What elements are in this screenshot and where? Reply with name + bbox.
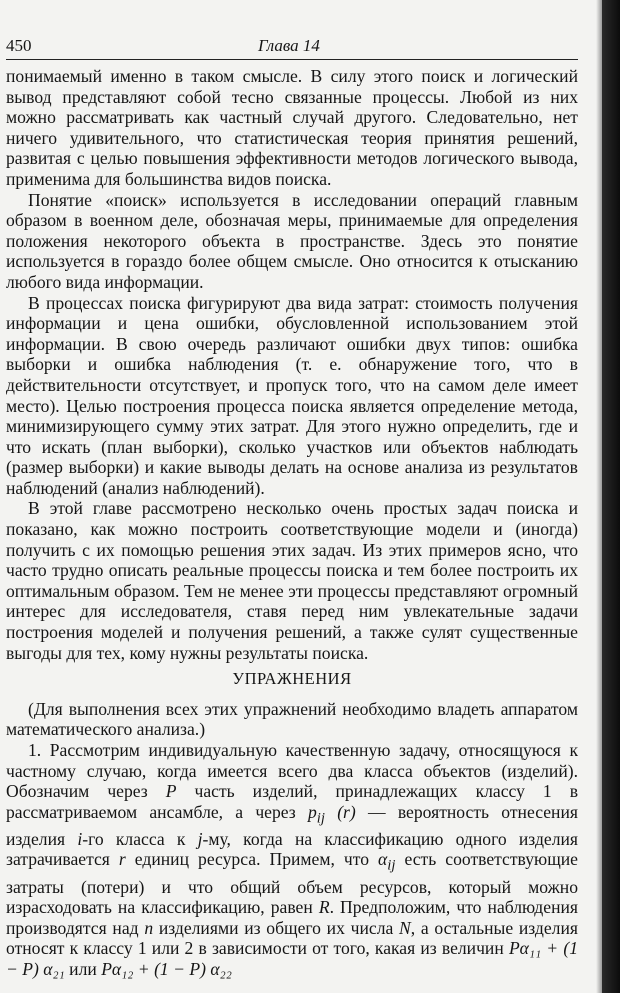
math-expression: Pα₁₂ + (1 − P) α₂₂: [101, 958, 232, 979]
math-expression: Pα₁₁ + (1 − P) α₂₁: [6, 938, 578, 979]
text-run: единиц ресурса. Примем, что: [134, 849, 370, 870]
text-run: . Предположим, что наблюдения производятся над: [6, 897, 578, 938]
math-variable: (r): [337, 801, 356, 822]
math-variable: R: [318, 897, 330, 918]
math-variable: N: [399, 917, 411, 938]
text-run: изделиями из общего их числа: [158, 917, 394, 938]
paragraph: понимаемый именно в таком смысле. В силу этого поиск и логический вывод представляют собой тесно связанные процессы. Любой из них можно рассматривать как частный случай другого. Следовательно, нет ничего удивительного, что статистическая теория принятия решений, развитая с целью повышения эффективности методов логического вывода, применима для большинства видов поиска.: [6, 66, 578, 189]
header-rule: [6, 59, 578, 60]
exercise-1: [6, 740, 578, 980]
math-variable: n: [144, 917, 154, 938]
text-run: часть изделий, принадлежащих классу 1 в рассматриваемом ансамбле, а через: [6, 781, 578, 822]
running-head: Глава 14: [258, 36, 320, 55]
math-variable: r: [118, 849, 126, 870]
math-base: p: [308, 801, 317, 822]
section-title: УПРАЖНЕНИЯ: [232, 669, 352, 689]
text-run: , а остальные изделия относят к классу 1 или 2 в зависимости от того, какая из величин: [6, 917, 578, 959]
page-number: 450: [6, 36, 32, 55]
text-run: или: [69, 958, 97, 979]
math-variable: j: [197, 828, 203, 849]
paragraph: В процессах поиска фигурируют два вида затрат: стоимость получения информации и цена ошибки, обусловленной использованием этой информации. В свою очередь различают ошибки двух типов: ошибка выборки и ошибка наблюдения (т. е. обнаружение того, что в действительности отсутствует, и пропуск того, что на самом деле имеет место). Целью построения процесса поиска является определение метода, минимизирующего сумму этих затрат. Для этого нужно определить, где и что искать (план выборки), сколько участков или объектов наблюдать (размер выборки) и какие выводы делать на основе анализа из результатов наблюдений (анализ наблюдений).: [6, 292, 578, 498]
math-variable: [308, 801, 325, 827]
text-run: -му, когда на классификацию одного изделия затрачивается: [6, 828, 578, 870]
book-binding-edge: [602, 0, 620, 993]
paragraph: В этой главе рассмотрено несколько очень простых задач поиска и показано, как можно построить соответствующие модели и (иногда) получить с их помощью решения этих задач. Из этих примеров ясно, что часто трудно описать реальные процессы поиска и тем более построить их оптимальным образом. Тем не менее эти процессы представляют огромный интерес для исследователя, ставя перед ним увлекательные задачи построения моделей и получения решений, а также сулят существенные выгоды для тех, кому нужны результаты поиска.: [6, 498, 578, 663]
math-subscript: ij: [387, 858, 396, 874]
exercise-note: (Для выполнения всех этих упражнений необходимо владеть аппаратом математического анализа.): [6, 698, 578, 740]
math-variable: i: [77, 828, 83, 849]
math-subscript: ij: [316, 810, 325, 827]
text-run: — вероятность отнесения изделия: [6, 801, 578, 849]
text-run: есть соответствующие затраты (потери) и что общий объем ресурсов, который можно израсходовать на классификацию, равен: [6, 849, 578, 918]
text-run: -го класса к: [82, 828, 186, 849]
paragraph: Понятие «поиск» используется в исследовании операций главным образом в военном деле, обозначая меры, принимаемые для определения положения некоторого объекта в пространстве. Здесь это понятие используется в гораздо более общем смысле. Оно относится к отысканию любого вида информации.: [6, 189, 578, 292]
body-text: [6, 66, 578, 980]
math-variable: [378, 849, 396, 874]
math-base: α: [378, 849, 388, 870]
text-run: 1. Рассмотрим индивидуальную качественную задачу, относящуюся к частному случаю, когда имеется всего два класса объектов (изделий). Обозначим через: [6, 740, 578, 802]
page-header: [6, 34, 580, 60]
math-variable: P: [165, 781, 177, 802]
